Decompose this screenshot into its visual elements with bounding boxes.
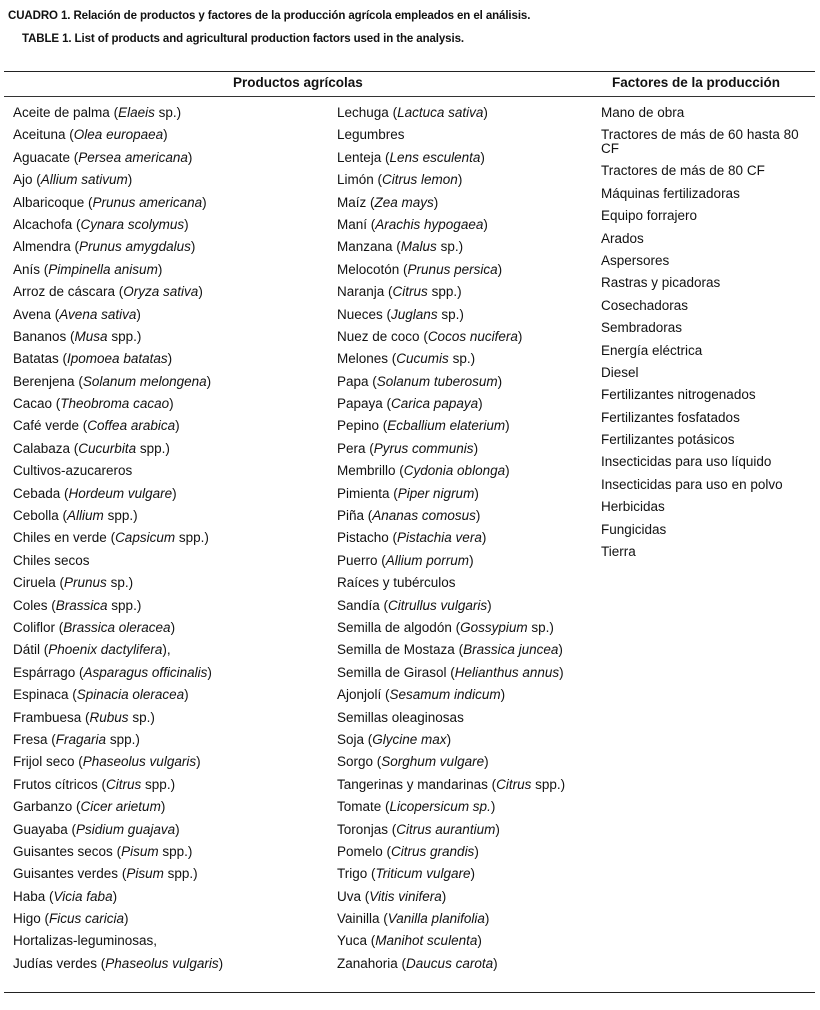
product-item: Ajonjolí (Sesamum indicum) [337,687,506,703]
product-name: Espárrago [13,664,76,680]
product-item: Papaya (Carica papaya) [337,396,483,412]
product-name: Fresa [13,731,48,747]
product-name: Almendra [13,239,71,255]
product-name: Bananos [13,328,67,344]
scientific-name: Allium sativum [40,172,128,188]
product-item: Café verde (Coffea arabica) [13,418,180,434]
scientific-name: Sesamum indicum [389,687,501,703]
species-suffix: spp. [162,843,188,859]
product-item: Arroz de cáscara (Oryza sativa) [13,284,203,300]
scientific-name: Lactuca sativa [397,105,484,120]
product-name: Pimienta [337,485,390,501]
product-name: Tomate [337,799,382,815]
product-item: Piña (Ananas comosus) [337,508,481,524]
product-item: Melones (Cucumis sp.) [337,351,476,367]
scientific-name: Vitis vinifera [369,888,442,904]
scientific-name: Citrus aurantium [396,821,496,837]
product-item: Fresa (Fragaria spp.) [13,731,140,747]
product-item: Albaricoque (Prunus americana) [13,194,207,210]
scientific-name: Phoenix dactylifera [48,642,163,658]
product-name: Melones [337,351,389,367]
scientific-name: Carica papaya [391,396,479,412]
product-name: Higo [13,911,41,927]
product-name: Cebada [13,485,61,501]
product-name: Vainilla [337,911,380,927]
product-item: Espárrago (Asparagus officinalis) [13,664,212,680]
product-item: Tomate (Licopersicum sp.) [337,799,496,815]
factor-item: Fungicidas [601,521,667,537]
scientific-name: Musa [74,328,108,344]
product-name: Papa [337,373,369,389]
product-item: Batatas (Ipomoea batatas) [13,351,173,367]
product-name: Yuca [337,933,368,949]
product-name: Ajo [13,172,33,188]
species-suffix: sp. [158,105,177,120]
scientific-name: Cucumis [396,351,449,367]
product-item: Aceite de palma (Elaeis sp.) [13,105,182,120]
scientific-name: Cucurbita [78,440,137,456]
factors-column [601,103,811,564]
product-item: Anís (Pimpinella anisum) [13,261,163,277]
product-name: Lechuga [337,105,389,120]
product-name: Aceite de palma [13,105,110,120]
product-name: Avena [13,306,52,322]
factor-item: Aspersores [601,252,670,268]
product-item: Naranja (Citrus spp.) [337,284,462,300]
product-item: Soja (Glycine max) [337,731,452,747]
product-name: Alcachofa [13,216,73,232]
product-name: Ajonjolí [337,687,382,703]
product-item: Ajo (Allium sativum) [13,172,133,188]
product-name: Albaricoque [13,194,85,210]
product-name: Guayaba [13,821,68,837]
species-suffix: sp. [452,351,471,367]
product-name: Tangerinas y mandarinas [337,776,488,792]
product-name: Arroz de cáscara [13,284,116,300]
scientific-name: Pistachia vera [397,530,482,546]
product-name: Hortalizas-leguminosas, [13,933,158,949]
product-name: Guisantes verdes [13,866,119,882]
species-suffix: spp. [431,284,458,300]
product-name: Sandía [337,597,380,613]
product-item: Cebada (Hordeum vulgare) [13,485,177,501]
product-name: Coliflor [13,619,56,635]
trailing-punct: , [166,642,171,658]
product-item: Nueces (Juglans sp.) [337,306,464,322]
scientific-name: Glycine max [372,731,447,747]
product-name: Uva [337,888,362,904]
scientific-name: Prunus persica [407,261,498,277]
product-name: Semilla de Mostaza [337,642,455,658]
product-name: Pomelo [337,843,383,859]
product-item: Coliflor (Brassica oleracea) [13,619,176,635]
species-suffix: sp. [110,575,129,591]
scientific-name: Pisum [126,866,164,882]
product-item: Papa (Solanum tuberosum) [337,373,503,389]
product-item: Pera (Pyrus communis) [337,440,479,456]
product-name: Aceituna [13,127,66,143]
scientific-name: Hordeum vulgare [68,485,173,501]
scientific-name: Pyrus communis [373,440,474,456]
factor-item: Equipo forrajero [601,208,698,224]
species-suffix: spp. [111,597,137,613]
scientific-name: Sorghum vulgare [381,754,485,770]
factor-item: Energía eléctrica [601,342,703,358]
scientific-name: Citrullus vulgaris [388,597,488,613]
header-products: Productos agrícolas [233,75,363,90]
species-suffix: sp. [132,709,151,725]
scientific-name: Oryza sativa [123,284,199,300]
scientific-name: Persea americana [78,149,188,165]
product-name: Aguacate [13,149,71,165]
product-name: Ciruela [13,575,56,591]
product-name: Anís [13,261,41,277]
scientific-name: Olea europaea [73,127,164,143]
scientific-name: Psidium guajava [76,821,176,837]
product-name: Melocotón [337,261,400,277]
products-column-1 [13,103,331,976]
scientific-name: Citrus [496,776,532,792]
product-item: Lenteja (Lens esculenta) [337,149,485,165]
product-name: Chiles en verde [13,530,107,546]
product-name: Maíz [337,194,367,210]
product-name: Papaya [337,396,383,412]
product-item: Chiles en verde (Capsicum spp.) [13,530,209,546]
factor-item: Tractores de más de 80 CF [601,163,765,179]
product-name: Semillas oleaginosas [337,709,464,725]
product-name: Piña [337,508,365,524]
product-name: Raíces y tubérculos [337,575,456,591]
product-name: Judías verdes [13,955,98,971]
species-suffix: sp. [441,306,460,322]
scientific-name: Lens esculenta [389,149,481,165]
scientific-name: Gossypium [460,619,528,635]
scientific-name: Triticum vulgare [375,866,471,882]
scientific-name: Phaseolus vulgaris [105,955,219,971]
species-suffix: sp. [531,619,550,635]
species-suffix: spp. [535,776,561,792]
product-item: Bananos (Musa spp.) [13,328,142,344]
product-name: Dátil [13,642,41,658]
scientific-name: Prunus americana [92,194,203,210]
product-item: Yuca (Manihot sculenta) [337,933,482,949]
scientific-name: Brassica oleracea [63,619,171,635]
factor-item: Cosechadoras [601,297,689,313]
species-suffix: spp. [139,440,166,456]
product-name: Guisantes secos [13,843,113,859]
product-name: Coles [13,597,48,613]
product-item: Guisantes secos (Pisum spp.) [13,843,193,859]
scientific-name: Asparagus officinalis [83,664,208,680]
caption-english: TABLE 1. List of products and agricultural production factors used in the analysis. [22,33,464,45]
product-item: Toronjas (Citrus aurantium) [337,821,500,837]
factor-item: Diesel [601,364,639,380]
product-item: Haba (Vicia faba) [13,888,118,904]
product-item: Membrillo (Cydonia oblonga) [337,463,510,479]
product-name: Lenteja [337,149,382,165]
scientific-name: Malus [400,239,437,255]
species-suffix: spp. [109,731,136,747]
product-item: Berenjena (Solanum melongena) [13,373,212,389]
table-header-rule [4,96,815,97]
species-suffix: sp. [440,239,459,255]
scientific-name: Elaeis [118,105,155,120]
scientific-name: Citrus [392,284,428,300]
product-name: Cacao [13,396,53,412]
table-top-rule [4,71,815,72]
product-item: Garbanzo (Cicer arietum) [13,799,166,815]
product-name: Calabaza [13,440,71,456]
product-item: Dátil (Phoenix dactylifera), [13,642,171,658]
product-name: Nuez de coco [337,328,420,344]
product-name: Frijol seco [13,754,75,770]
factor-item: Fertilizantes nitrogenados [601,387,756,403]
scientific-name: Prunus [64,575,107,591]
scientific-name: Vanilla planifolia [387,911,485,927]
product-item: Espinaca (Spinacia oleracea) [13,687,189,703]
product-item: Calabaza (Cucurbita spp.) [13,440,170,456]
factor-item: Tractores de más de 60 hasta 80 CF [601,127,799,156]
product-name: Pera [337,440,366,456]
product-name: Trigo [337,866,368,882]
product-item: Melocotón (Prunus persica) [337,261,503,277]
scientific-name: Pisum [121,843,159,859]
scientific-name: Prunus amygdalus [79,239,191,255]
product-item: Alcachofa (Cynara scolymus) [13,216,189,232]
product-item: Guisantes verdes (Pisum spp.) [13,866,198,882]
product-item: Almendra (Prunus amygdalus) [13,239,196,255]
product-item: Pistacho (Pistachia vera) [337,530,487,546]
product-name: Limón [337,172,374,188]
product-item: Lechuga (Lactuca sativa) [337,105,488,120]
product-item: Semilla de Mostaza (Brassica juncea) [337,642,563,658]
scientific-name: Zea mays [374,194,434,210]
product-name: Manzana [337,239,393,255]
product-item: Manzana (Malus sp.) [337,239,464,255]
scientific-name: Citrus [106,776,142,792]
product-item: Pepino (Ecballium elaterium) [337,418,510,434]
product-item: Coles (Brassica spp.) [13,597,142,613]
scientific-name: Fragaria [55,731,107,747]
product-name: Haba [13,888,46,904]
product-name: Cebolla [13,508,59,524]
factor-item: Fertilizantes potásicos [601,432,735,448]
product-item: Maíz (Zea mays) [337,194,439,210]
product-name: Soja [337,731,365,747]
factor-item: Insecticidas para uso líquido [601,454,772,470]
scientific-name: Ipomoea batatas [67,351,168,367]
factor-item: Máquinas fertilizadoras [601,185,740,201]
product-item: Cebolla (Allium spp.) [13,508,138,524]
product-item: Guayaba (Psidium guajava) [13,821,180,837]
scientific-name: Avena sativa [59,306,137,322]
product-item [337,573,597,595]
factor-item: Insecticidas para uso en polvo [601,476,783,492]
product-name: Semilla de Girasol [337,664,447,680]
scientific-name: Vicia faba [53,888,113,904]
product-name: Naranja [337,284,385,300]
product-name: Espinaca [13,687,69,703]
scientific-name: Allium [67,508,104,524]
scientific-name: Coffea arabica [87,418,176,434]
product-name: Frutos cítricos [13,776,98,792]
product-item: Puerro (Allium porrum) [337,552,474,568]
scientific-name: Cocos nucifera [427,328,518,344]
factor-item: Tierra [601,544,636,560]
scientific-name: Manihot sculenta [375,933,478,949]
scientific-name: Phaseolus vulgaris [82,754,197,770]
scientific-name: Solanum tuberosum [376,373,498,389]
scientific-name: Arachis hypogaea [375,216,484,232]
product-name: Sorgo [337,754,374,770]
product-name: Garbanzo [13,799,73,815]
product-item: Ciruela (Prunus sp.) [13,575,134,591]
product-item: Judías verdes (Phaseolus vulgaris) [13,955,224,971]
factor-item: Rastras y picadoras [601,275,721,291]
scientific-name: Juglans [391,306,438,322]
product-item [13,931,331,953]
product-item: Sandía (Citrullus vulgaris) [337,597,492,613]
scientific-name: Allium porrum [385,552,470,568]
scientific-name: Spinacia oleracea [76,687,185,703]
product-item: Tangerinas y mandarinas (Citrus spp.) [337,776,566,792]
scientific-name: Cicer arietum [80,799,161,815]
product-item: Vainilla (Vanilla planifolia) [337,911,490,927]
species-suffix: spp. [167,866,194,882]
product-name: Café verde [13,418,80,434]
product-item: Pimienta (Piper nigrum) [337,485,479,501]
scientific-name: Theobroma cacao [60,396,170,412]
factor-item: Fertilizantes fosfatados [601,409,740,425]
product-name: Chiles secos [13,552,90,568]
table-bottom-rule [4,992,815,993]
product-item: Frutos cítricos (Citrus spp.) [13,776,176,792]
product-item: Aceituna (Olea europaea) [13,127,168,143]
product-item: Higo (Ficus caricia) [13,911,129,927]
product-name: Semilla de algodón [337,619,452,635]
scientific-name: Daucus carota [406,955,494,971]
species-suffix: spp. [111,328,137,344]
product-item [13,461,331,483]
scientific-name: Ecballium elaterium [387,418,506,434]
product-item: Frijol seco (Phaseolus vulgaris) [13,754,201,770]
species-suffix: spp. [145,776,171,792]
product-name: Puerro [337,552,378,568]
product-item [13,551,331,573]
scientific-name: Ficus caricia [49,911,125,927]
scientific-name: Piper nigrum [397,485,475,501]
product-item: Cacao (Theobroma cacao) [13,396,174,412]
product-item: Aguacate (Persea americana) [13,149,193,165]
scientific-name: Helianthus annus [454,664,560,680]
scientific-name: Rubus [89,709,129,725]
caption-spanish: CUADRO 1. Relación de productos y factores de la producción agrícola empleados en el análisis. [8,10,531,22]
product-item: Semilla de algodón (Gossypium sp.) [337,619,554,635]
factor-item: Arados [601,230,644,246]
header-factors: Factores de la producción [612,75,781,90]
product-item: Uva (Vitis vinifera) [337,888,447,904]
scientific-name: Citrus lemon [382,172,458,188]
product-item [337,708,597,730]
product-item: Pomelo (Citrus grandis) [337,843,479,859]
scientific-name: Capsicum [115,530,176,546]
product-item: Semilla de Girasol (Helianthus annus) [337,664,564,680]
product-item: Frambuesa (Rubus sp.) [13,709,155,725]
product-name: Pistacho [337,530,389,546]
product-item: Nuez de coco (Cocos nucifera) [337,328,523,344]
product-name: Toronjas [337,821,389,837]
product-item: Maní (Arachis hypogaea) [337,216,488,232]
factor-item: Herbicidas [601,499,665,515]
product-name: Membrillo [337,463,396,479]
species-suffix: spp. [178,530,205,546]
product-item: Sorgo (Sorghum vulgare) [337,754,489,770]
product-item: Zanahoria (Daucus carota) [337,955,498,971]
product-item: Avena (Avena sativa) [13,306,141,322]
scientific-name: Ananas comosus [372,508,476,524]
scientific-name: Solanum melongena [82,373,207,389]
product-name: Legumbres [337,127,405,143]
factor-item: Sembradoras [601,320,683,336]
scientific-name: Pimpinella anisum [48,261,158,277]
scientific-name: Cynara scolymus [80,216,185,232]
species-suffix: spp. [107,508,134,524]
scientific-name: Brassica [55,597,108,613]
product-name: Nueces [337,306,383,322]
product-name: Cultivos-azucareros [13,463,133,479]
scientific-name: Licopersicum sp. [389,799,491,815]
scientific-name: Cydonia oblonga [403,463,506,479]
product-name: Berenjena [13,373,75,389]
product-name: Zanahoria [337,955,398,971]
factor-item: Mano de obra [601,105,685,120]
product-name: Batatas [13,351,59,367]
product-item [337,125,597,147]
product-name: Maní [337,216,368,232]
product-name: Frambuesa [13,709,82,725]
product-name: Pepino [337,418,380,434]
product-item: Limón (Citrus lemon) [337,172,463,188]
products-column-2 [337,103,597,976]
scientific-name: Citrus grandis [391,843,475,859]
product-item: Trigo (Triticum vulgare) [337,866,476,882]
scientific-name: Brassica juncea [463,642,559,658]
